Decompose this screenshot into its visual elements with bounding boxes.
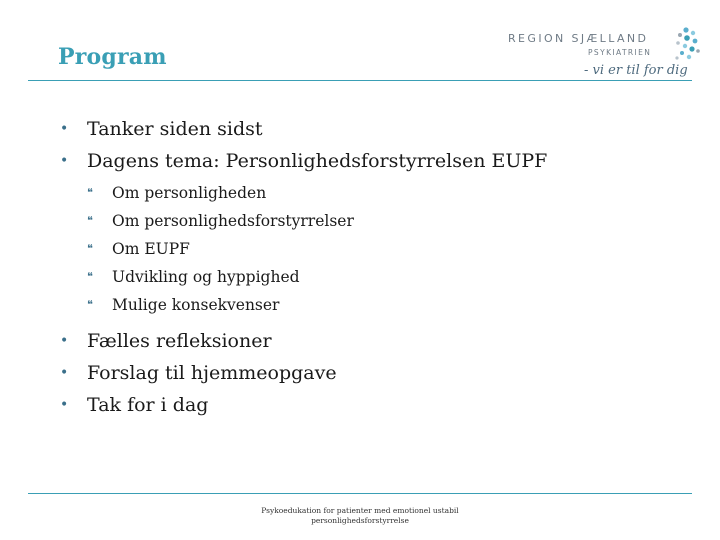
logo-subtitle: PSYKIATRIEN xyxy=(588,48,652,57)
bullet-icon: • xyxy=(60,121,69,137)
footer-line: Psykoedukation for patienter med emotionel ustabil xyxy=(261,506,459,515)
agenda-item xyxy=(54,360,547,392)
bullet-icon: • xyxy=(60,397,69,413)
sub-bullet-icon: ❝ xyxy=(87,214,93,227)
logo-tagline: - vi er til for dig xyxy=(584,63,688,78)
sub-bullet-icon: ❝ xyxy=(87,242,93,255)
logo-dots-icon xyxy=(668,26,704,66)
agenda-item-text: Dagens tema: Personlighedsforstyrrelsen EUPF xyxy=(87,150,548,172)
sub-agenda-item-text: Udvikling og hyppighed xyxy=(112,268,300,286)
logo-name: REGION SJÆLLAND xyxy=(508,32,649,45)
footer-line: personlighedsforstyrrelse xyxy=(311,516,409,525)
sub-agenda-item xyxy=(54,238,547,266)
agenda-item xyxy=(54,148,547,180)
agenda-item-text: Forslag til hjemmeopgave xyxy=(87,362,337,384)
agenda-item-text: Fælles refleksioner xyxy=(87,330,272,352)
agenda-list xyxy=(54,116,547,424)
footer-divider xyxy=(28,493,692,494)
sub-bullet-icon: ❝ xyxy=(87,270,93,283)
agenda-item-text: Tak for i dag xyxy=(87,394,209,416)
bullet-icon: • xyxy=(60,153,69,169)
agenda-item xyxy=(54,392,547,424)
sub-bullet-icon: ❝ xyxy=(87,298,93,311)
sub-agenda-item-text: Mulige konsekvenser xyxy=(112,296,280,314)
sub-agenda-group xyxy=(54,180,547,328)
sub-agenda-item xyxy=(54,294,547,322)
agenda-item xyxy=(54,116,547,148)
sub-agenda-item-text: Om EUPF xyxy=(112,240,190,258)
agenda-item-text: Tanker siden sidst xyxy=(87,118,263,140)
sub-agenda-list xyxy=(54,182,547,322)
footer-text xyxy=(200,506,520,526)
sub-bullet-icon: ❝ xyxy=(87,186,93,199)
bullet-icon: • xyxy=(60,333,69,349)
sub-agenda-item xyxy=(54,182,547,210)
slide-title: Program xyxy=(58,44,167,70)
bullet-icon: • xyxy=(60,365,69,381)
sub-agenda-item-text: Om personlighedsforstyrrelser xyxy=(112,212,354,230)
agenda-item xyxy=(54,328,547,360)
sub-agenda-item-text: Om personligheden xyxy=(112,184,267,202)
sub-agenda-item xyxy=(54,266,547,294)
sub-agenda-item xyxy=(54,210,547,238)
region-logo xyxy=(508,26,704,90)
